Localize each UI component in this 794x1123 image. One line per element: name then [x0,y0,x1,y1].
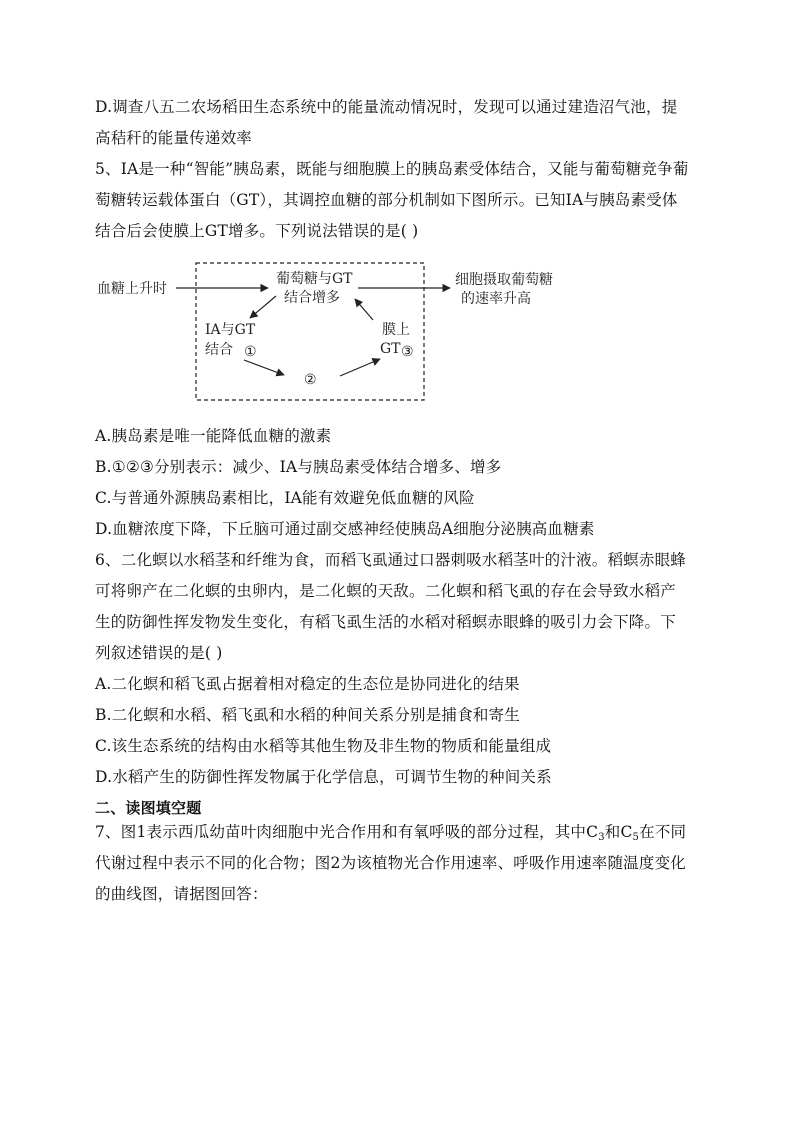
q7-stem-line2: 代谢过程中表示不同的化合物；图2为该植物光合作用速率、呼吸作用速率随温度变化 [95,854,686,872]
arrow-2-to-membrane-gt [340,359,380,376]
q7-line1-text-a: 7、图1表示西瓜幼苗叶肉细胞中光合作用和有氧呼吸的部分过程，其中C [95,823,599,841]
q6-stem-line1: 6、二化螟以水稻茎和纤维为食，而稻飞虱通过口器刺吸水稻茎叶的汁液。稻螟赤眼蜂 [95,551,686,569]
glucose-gt-binding-label-line2: 结合增多 [284,290,340,306]
circle-number-1: ① [244,344,257,360]
ia-gt-binding-label-line1: IA与GT [205,322,256,338]
arrow-binding-to-ia-gt [250,296,276,318]
q6-option-c: C.该生态系统的结构由水稻等其他生物及非生物的物质和能量组成 [95,737,552,755]
membrane-gt-label-line1: 膜上 [382,322,410,338]
arrow-membrane-gt-to-binding [355,299,373,320]
q5-stem-line1: 5、IA是一种“智能”胰岛素，既能与细胞膜上的胰岛素受体结合，又能与葡萄糖竞争葡 [95,160,689,178]
q6-option-b: B.二化螟和水稻、稻飞虱和水稻的种间关系分别是捕食和寄生 [95,706,520,724]
q6-option-d: D.水稻产生的防御性挥发物属于化学信息，可调节生物的种间关系 [95,768,552,786]
q7-stem-line1 [95,821,686,843]
q6-stem-line4: 列叙述错误的是( ) [95,644,223,662]
q6-stem-line3: 生的防御性挥发物发生变化，有稻飞虱生活的水稻对稻螟赤眼蜂的吸引力会下降。下 [95,613,676,631]
q5-mechanism-diagram [0,0,794,420]
section-heading: 二、读图填空题 [95,799,202,817]
ia-gt-binding-label-line2: 结合 [205,342,233,358]
q4-option-d-line2: 高秸秆的能量传递效率 [95,129,253,147]
blood-sugar-rise-label: 血糖上升时 [97,281,167,297]
q5-stem-line3: 结合后会使膜上GT增多。下列说法错误的是( ) [95,222,419,240]
q4-option-d-line1: D.调查八五二农场稻田生态系统中的能量流动情况时，发现可以通过建造沼气池，提 [95,98,678,116]
q7-subscript-3: 3 [598,832,605,843]
uptake-rate-label-line2: 的速率升高 [461,291,531,307]
q7-line1-text-b: 和C [604,823,633,841]
q5-option-b: B.①②③分别表示：减少、IA与胰岛素受体结合增多、增多 [95,458,502,476]
q6-stem-line2: 可将卵产在二化螟的虫卵内，是二化螟的天敌。二化螟和稻飞虱的存在会导致水稻产 [95,582,676,600]
q5-stem-line2: 萄糖转运载体蛋白（GT），其调控血糖的部分机制如下图所示。已知IA与胰岛素受体 [95,191,678,209]
q7-subscript-5: 5 [632,832,640,843]
q6-option-a: A.二化螟和稻飞虱占据着相对稳定的生态位是协同进化的结果 [95,675,520,693]
q5-option-d: D.血糖浓度下降，下丘脑可通过副交感神经使胰岛A细胞分泌胰高血糖素 [95,520,595,538]
arrow-ia-gt-to-2 [244,360,284,375]
uptake-rate-label-line1: 细胞摄取葡萄糖 [455,272,553,288]
q7-line1-text-c: 在不同 [639,823,687,841]
q5-option-a: A.胰岛素是唯一能降低血糖的激素 [95,427,332,445]
glucose-gt-binding-label-line1: 葡萄糖与GT [276,271,353,287]
membrane-gt-label-line2: GT [380,341,401,357]
q5-option-c: C.与普通外源胰岛素相比，IA能有效避免低血糖的风险 [95,489,475,507]
q7-stem-line3: 的曲线图，请据图回答： [95,885,268,903]
circle-number-3: ③ [401,344,414,360]
circle-number-2: ② [304,372,317,388]
